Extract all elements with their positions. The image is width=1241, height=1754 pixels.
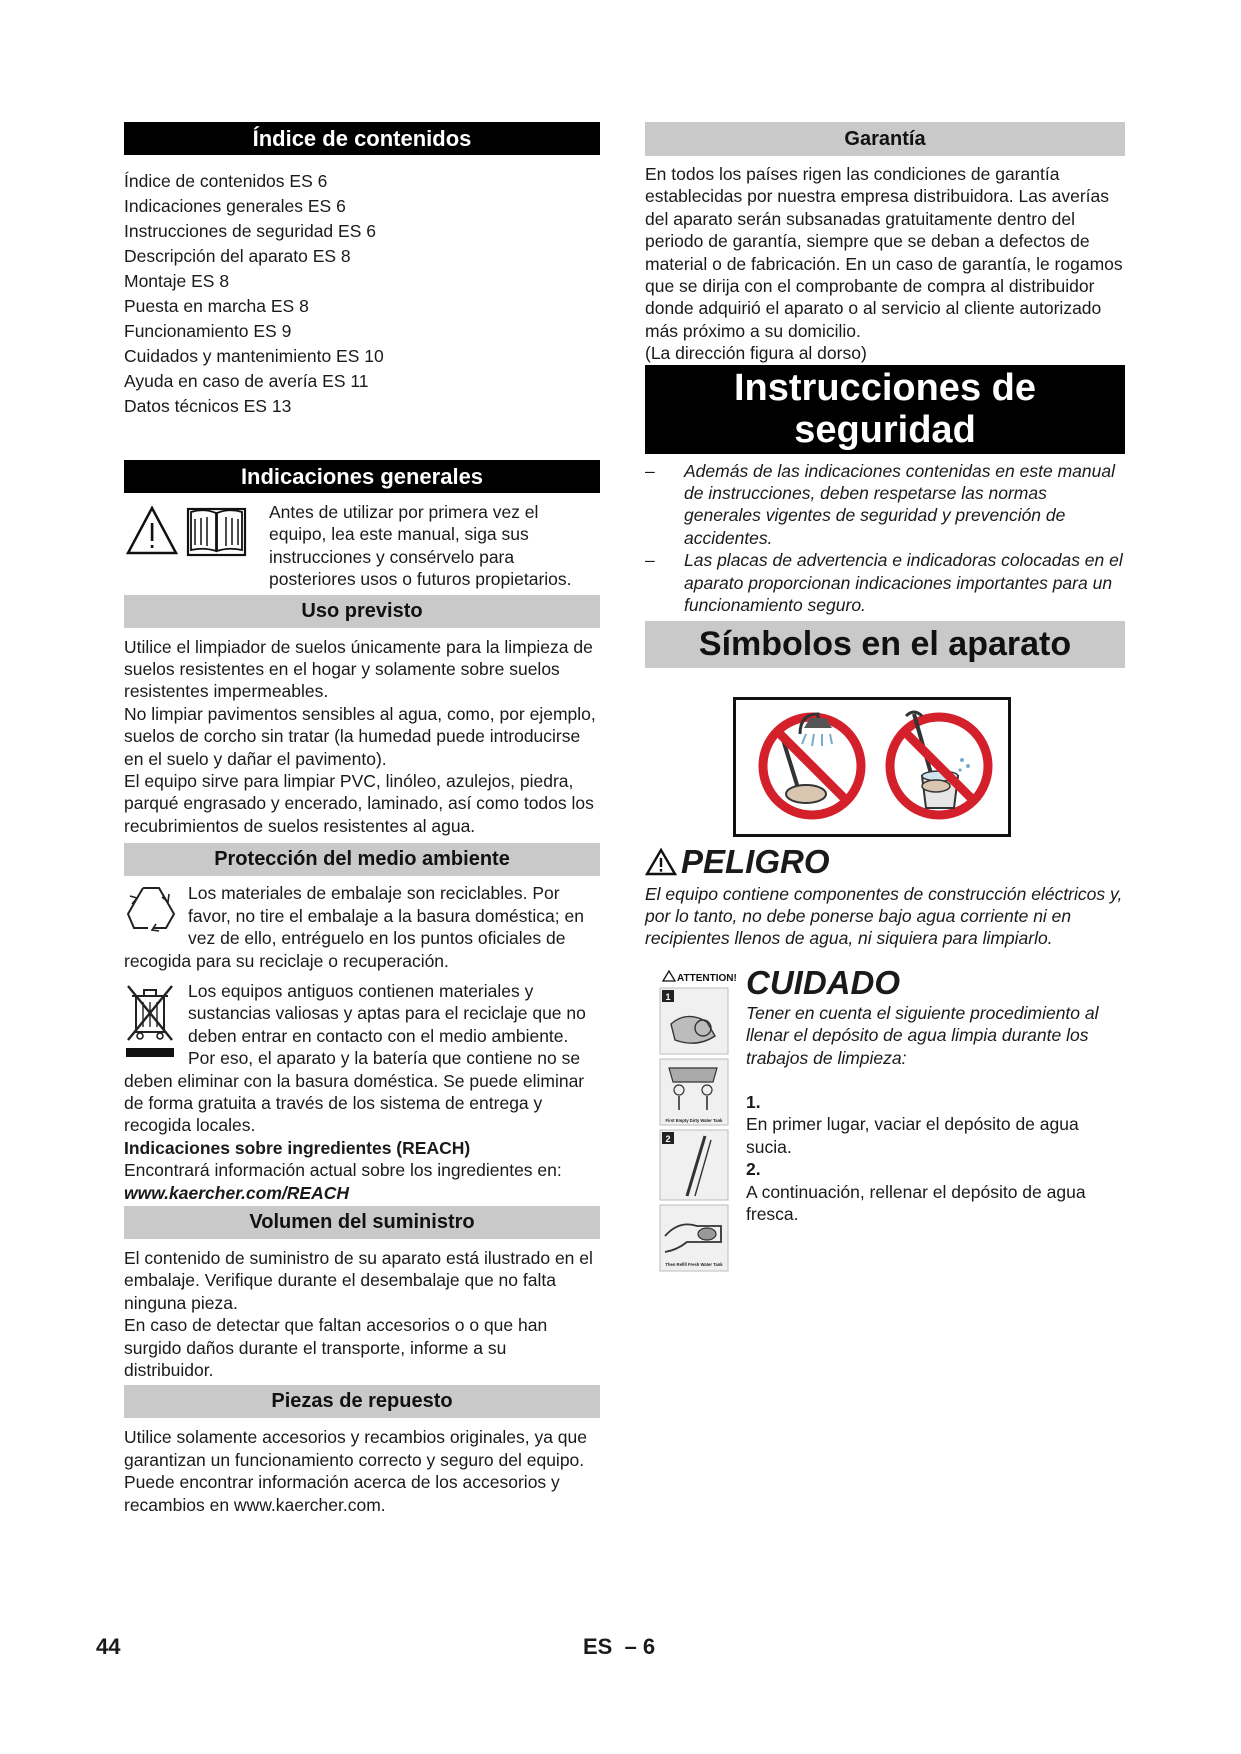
left-column bbox=[124, 122, 600, 1516]
warning-manual-icon bbox=[124, 501, 269, 561]
parts-paragraph-2: Puede encontrar información acerca de los accesorios y recambios en www.kaercher.com. bbox=[124, 1472, 560, 1515]
safety-item-text: Las placas de advertencia e indicadoras colocadas en el aparato proporcionan indicaciones importantes para un funcionamiento seguro. bbox=[684, 550, 1123, 616]
safety-heading: Instrucciones de seguridad bbox=[645, 365, 1125, 454]
section-page-label: ES – 6 bbox=[583, 1634, 656, 1659]
pictogram-caption: First Empty Dirty Water Tank bbox=[665, 1117, 723, 1123]
reach-link[interactable]: www.kaercher.com/REACH bbox=[124, 1182, 349, 1203]
safety-item bbox=[645, 549, 1125, 616]
warranty-block bbox=[645, 163, 1125, 365]
step-text: A continuación, rellenar el depósito de agua fresca. bbox=[746, 1181, 1086, 1224]
caution-block bbox=[645, 964, 1125, 1304]
danger-title: PELIGRO bbox=[681, 842, 830, 880]
general-text: Antes de utilizar por primera vez el equipo, lea este manual, siga sus instrucciones y consérvelo para posteriores usos o futuros propietarios. bbox=[269, 502, 572, 590]
delivery-paragraph-2: En caso de detectar que faltan accesorios o o que han surgido daños durante el transporte, informe a su distribuidor. bbox=[124, 1315, 548, 1380]
step-number: 2. bbox=[746, 1159, 761, 1180]
dash-marker: – bbox=[645, 460, 655, 481]
toc-heading: Índice de contenidos bbox=[124, 122, 600, 155]
toc-item[interactable]: Índice de contenidos ES 6 bbox=[124, 171, 328, 191]
toc-item[interactable]: Funcionamiento ES 9 bbox=[124, 321, 292, 341]
attention-label: ATTENTION! bbox=[677, 972, 737, 984]
caution-intro: Tener en cuenta el siguiente procedimiento al llenar el depósito de agua limpia durante los trabajos de limpieza: bbox=[746, 1002, 1099, 1068]
toc-item[interactable]: Datos técnicos ES 13 bbox=[124, 396, 292, 416]
step-number: 1. bbox=[746, 1091, 761, 1112]
general-heading: Indicaciones generales bbox=[124, 460, 600, 493]
general-block bbox=[124, 501, 600, 591]
caution-title: CUIDADO bbox=[746, 963, 900, 1001]
danger-text: El equipo contiene componentes de construcción eléctricos y, por lo tanto, no debe ponerse bajo agua corriente ni en recipientes llenos de agua, ni siquiera para limpiarlo. bbox=[645, 883, 1123, 949]
svg-text:1: 1 bbox=[665, 991, 671, 1002]
env-block bbox=[124, 882, 600, 1204]
toc-item[interactable]: Puesta en marcha ES 8 bbox=[124, 296, 309, 316]
toc-item[interactable]: Descripción del aparato ES 8 bbox=[124, 246, 351, 266]
table-of-contents bbox=[124, 169, 600, 419]
right-column bbox=[645, 122, 1125, 1304]
warning-triangle-icon bbox=[645, 848, 677, 876]
toc-item[interactable]: Montaje ES 8 bbox=[124, 271, 230, 291]
env-heading: Protección del medio ambiente bbox=[124, 843, 600, 876]
parts-heading: Piezas de repuesto bbox=[124, 1385, 600, 1418]
delivery-block bbox=[124, 1247, 600, 1381]
symbols-heading: Símbolos en el aparato bbox=[645, 621, 1125, 668]
toc-item[interactable]: Cuidados y mantenimiento ES 10 bbox=[124, 346, 384, 366]
recycle-text: Los materiales de embalaje son reciclables. Por favor, no tire el embalaje a la basura doméstica; en vez de ello, entréguelo en los puntos oficiales de recogida para su reciclaje o recuperación. bbox=[124, 883, 584, 971]
safety-item-text: Además de las indicaciones contenidas en este manual de instrucciones, deben respetarse las normas generales vigentes de seguridad y prevención de accidentes. bbox=[684, 460, 1115, 548]
reach-title: Indicaciones sobre ingredientes (REACH) bbox=[124, 1137, 471, 1158]
warranty-paragraph-2: (La dirección figura al dorso) bbox=[645, 343, 867, 364]
device-symbols-figure bbox=[733, 697, 1011, 837]
use-heading: Uso previsto bbox=[124, 595, 600, 628]
parts-paragraph-1: Utilice solamente accesorios y recambios originales, ya que garantizan un funcionamiento correcto y seguro del equipo. bbox=[124, 1427, 587, 1470]
warranty-paragraph-1: En todos los países rigen las condiciones de garantía establecidas por nuestra empresa distribuidora. Las averías del aparato serán subsanadas gratuitamente dentro del periodo de garantía, siempre que se deban a defectos de material o de fabricación. En un caso de garantía, le rogamos que se dirija con el comprobante de compra al distribuidor donde adquirió el aparato o al servicio al cliente autorizado más próximo a su domicilio. bbox=[645, 164, 1123, 341]
toc-item[interactable]: Instrucciones de seguridad ES 6 bbox=[124, 221, 376, 241]
delivery-heading: Volumen del suministro bbox=[124, 1206, 600, 1239]
recycle-paragraph bbox=[124, 882, 600, 972]
use-paragraph-2: No limpiar pavimentos sensibles al agua, como, por ejemplo, suelos de corcho sin tratar (la humedad puede introducirse en el suelo y dañar el pavimento). bbox=[124, 703, 596, 769]
crossed-bin-icon bbox=[124, 982, 178, 1060]
danger-title-row bbox=[645, 843, 1125, 881]
svg-text:2: 2 bbox=[665, 1133, 671, 1144]
use-paragraph-1: Utilice el limpiador de suelos únicamente para la limpieza de suelos resistentes en el hogar y solamente sobre suelos resistentes impermeables. bbox=[124, 636, 593, 702]
parts-block bbox=[124, 1426, 600, 1516]
delivery-paragraph-1: El contenido de suministro de su aparato está ilustrado en el embalaje. Verifique durante el desembalaje que no falta ninguna pieza. bbox=[124, 1247, 593, 1313]
safety-list bbox=[645, 460, 1125, 617]
weee-text: Los equipos antiguos contienen materiales y sustancias valiosas y aptas para el reciclaje que no deben entrar en contacto con el medio ambiente. Por eso, el aparato y la batería que contiene no se deben eliminar con la basura doméstica. Se puede eliminar de forma gratuita a través de los sistema de entrega y recogida locales. bbox=[124, 980, 586, 1136]
weee-paragraph bbox=[124, 980, 600, 1137]
caution-steps bbox=[746, 1091, 1118, 1225]
reach-text: Encontrará información actual sobre los ingredientes en: bbox=[124, 1160, 562, 1181]
page-number: 44 bbox=[96, 1634, 121, 1659]
dash-marker: – bbox=[645, 550, 655, 571]
no-bucket-icon bbox=[890, 712, 988, 815]
no-water-icons bbox=[736, 700, 1008, 834]
toc-item[interactable]: Indicaciones generales ES 6 bbox=[124, 196, 346, 216]
fill-procedure-icon bbox=[657, 964, 737, 1286]
use-paragraph-3: El equipo sirve para limpiar PVC, linóleo, azulejos, piedra, parqué engrasado y encerado, laminado, así como todos los recubrimientos de suelos resistentes al agua. bbox=[124, 771, 594, 836]
pictogram-caption: Then Refill Fresh Water Tank bbox=[665, 1261, 723, 1267]
toc-item[interactable]: Ayuda en caso de avería ES 11 bbox=[124, 371, 369, 391]
use-block bbox=[124, 636, 600, 838]
warranty-heading: Garantía bbox=[645, 122, 1125, 156]
no-shower-icon bbox=[763, 714, 861, 815]
recycle-icon bbox=[124, 884, 178, 932]
general-icons bbox=[124, 501, 269, 591]
safety-item bbox=[645, 460, 1125, 550]
caution-text-area bbox=[746, 964, 1118, 1226]
attention-pictograms bbox=[657, 964, 737, 1291]
step-text: En primer lugar, vaciar el depósito de agua sucia. bbox=[746, 1114, 1079, 1157]
